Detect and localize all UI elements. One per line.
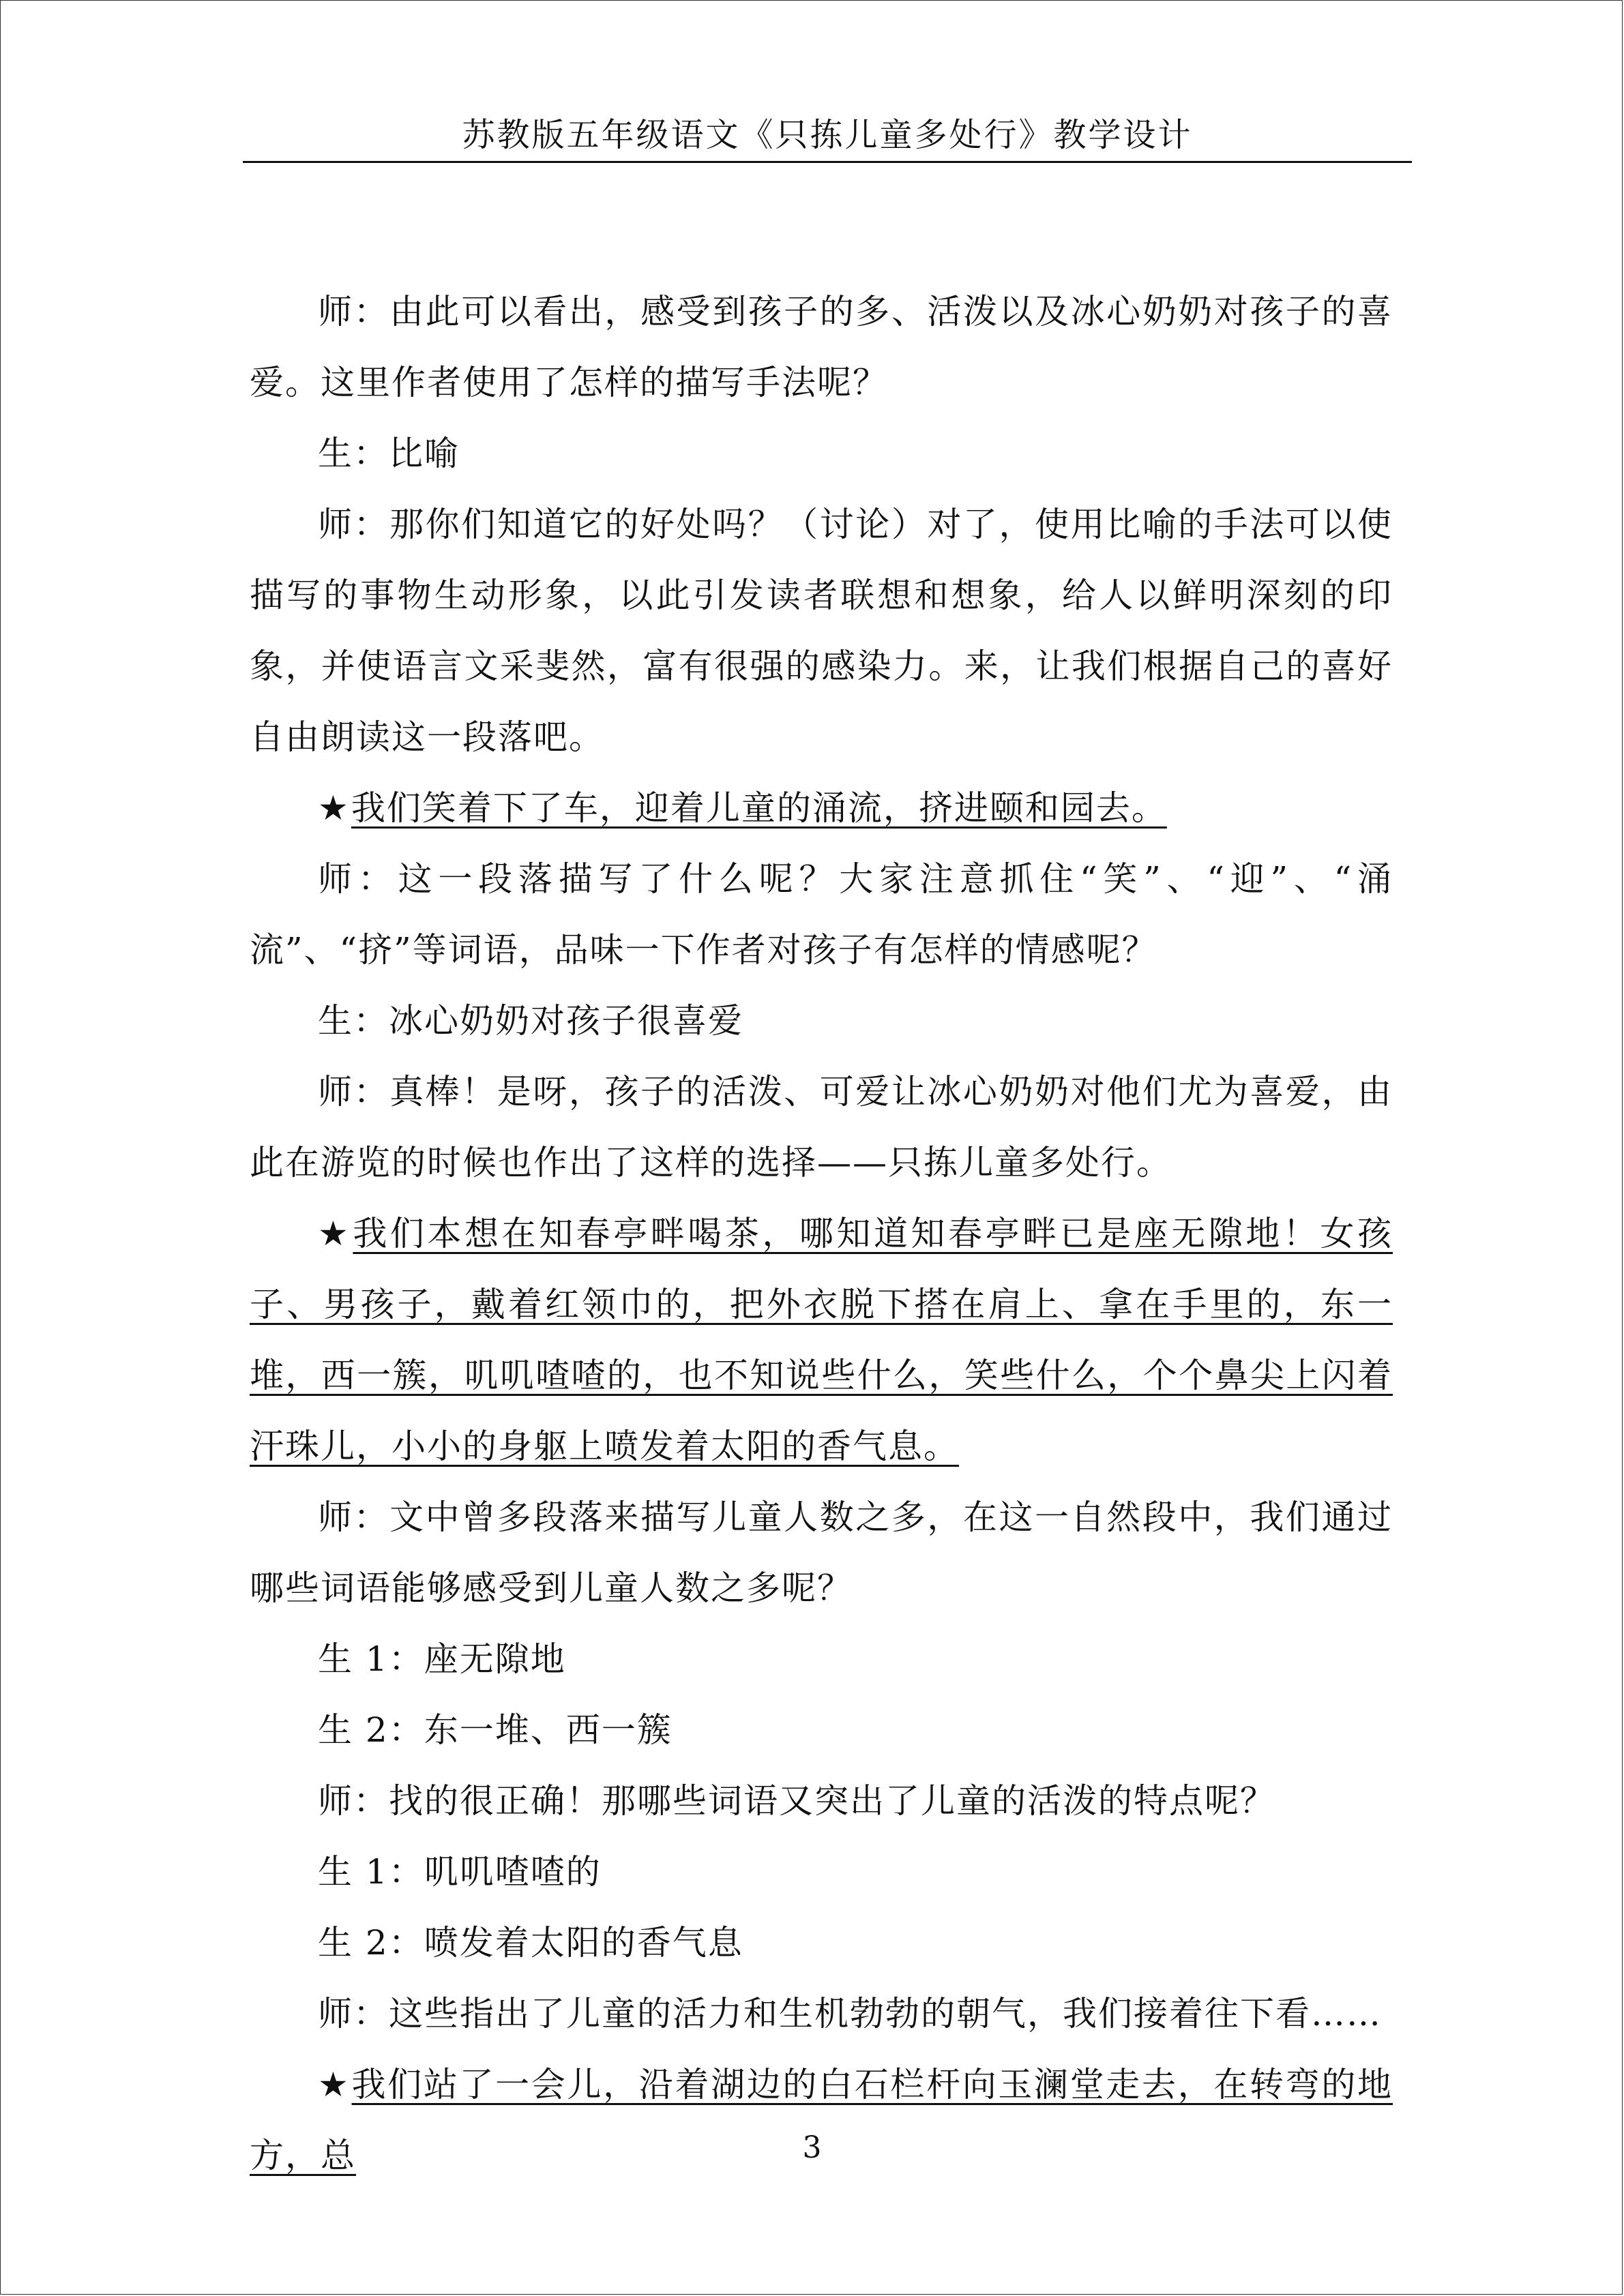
paragraph-student-2: 生：冰心奶奶对孩子很喜爱 (318, 1001, 743, 1041)
paragraph-student-1: 生：比喻 (318, 434, 460, 473)
paragraph-student-6: 生 2：喷发着太阳的香气息 (318, 1923, 743, 1963)
star-icon: ★ (318, 1214, 352, 1253)
paragraph-teacher-1: 师：由此可以看出，感受到孩子的多、活泼以及冰心奶奶对孩子的喜爱。这里作者使用了怎样的描写手法呢？ (250, 292, 1393, 402)
quoted-text: 我们站了一会儿，沿着湖边的白石栏杆向玉澜堂走去，在转弯的地方，总 (250, 2065, 1393, 2175)
paragraph-teacher-4: 师：真棒！是呀，孩子的活泼、可爱让冰心奶奶对他们尤为喜爱，由此在游览的时候也作出了这样的选择——只拣儿童多处行。 (250, 1072, 1393, 1182)
page-header (243, 109, 1412, 163)
quote-paragraph-2 (250, 1198, 1393, 1482)
page-footer (0, 2128, 1624, 2168)
quote-paragraph-1 (250, 773, 1393, 844)
paragraph-teacher-2: 师：那你们知道它的好处吗？（讨论）对了，使用比喻的手法可以使描写的事物生动形象，以此引发读者联想和想象，给人以鲜明深刻的印象，并使语言文采斐然，富有很强的感染力。来，让我们根据自己的喜好自由朗读这一段落吧。 (250, 505, 1393, 757)
paragraph-student-3: 生 1：座无隙地 (318, 1639, 566, 1679)
quoted-text: 我们本想在知春亭畔喝茶，哪知道知春亭畔已是座无隙地！女孩子、男孩子，戴着红领巾的，把外衣脱下搭在肩上、拿在手里的，东一堆，西一簇，叽叽喳喳的，也不知说些什么，笑些什么，个个鼻尖上闪着汗珠儿，小小的身躯上喷发着太阳的香气息。 (250, 1214, 1393, 1466)
star-icon: ★ (318, 2065, 351, 2104)
document-body (250, 276, 1393, 2191)
paragraph-teacher-7: 师：这些指出了儿童的活力和生机勃勃的朝气，我们接着往下看…… (318, 1994, 1382, 2033)
paragraph-student-5: 生 1：叽叽喳喳的 (318, 1852, 602, 1892)
paragraph-teacher-6: 师：找的很正确！那哪些词语又突出了儿童的活泼的特点呢？ (318, 1781, 1275, 1821)
page-number: 3 (802, 2130, 822, 2165)
paragraph-teacher-5: 师：文中曾多段落来描写儿童人数之多，在这一自然段中，我们通过哪些词语能够感受到儿童人数之多呢？ (250, 1497, 1393, 1608)
document-title: 苏教版五年级语文《只拣儿童多处行》教学设计 (462, 116, 1193, 154)
paragraph-teacher-3: 师：这一段落描写了什么呢？大家注意抓住“笑”、“迎”、“涌流”、“挤”等词语，品味一下作者对孩子有怎样的情感呢？ (250, 859, 1393, 970)
quote-paragraph-3 (250, 2049, 1393, 2191)
star-icon: ★ (318, 788, 350, 828)
paragraph-student-4: 生 2：东一堆、西一簇 (318, 1710, 673, 1750)
quoted-text: 我们笑着下了车，迎着儿童的涌流，挤进颐和园去。 (351, 788, 1167, 828)
